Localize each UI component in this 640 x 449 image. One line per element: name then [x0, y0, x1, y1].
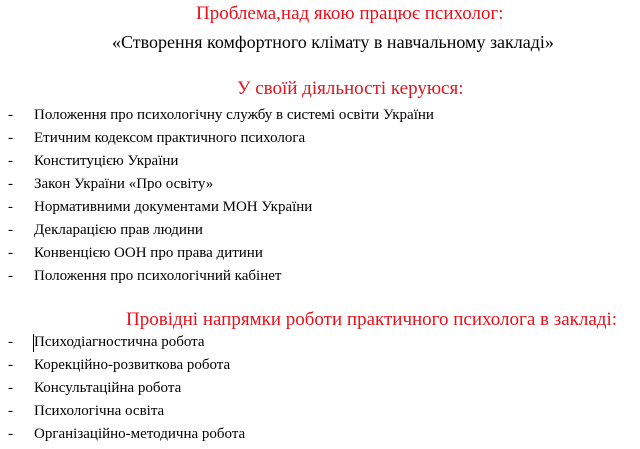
list-item-text: Організаційно-методична робота: [34, 426, 246, 442]
bullet-dash: -: [8, 107, 13, 123]
bullet-dash: -: [8, 153, 13, 169]
bullet-dash: -: [8, 222, 13, 238]
bullet-dash: -: [8, 403, 13, 419]
bullet-dash: -: [8, 334, 13, 350]
bullet-dash: -: [8, 380, 13, 396]
bullet-dash: -: [8, 357, 13, 373]
bullet-dash: -: [8, 199, 13, 215]
list-item-text: Корекційно-розвиткова робота: [34, 357, 231, 373]
list-item-text: Декларацією прав людини: [34, 222, 203, 238]
problem-heading: Проблема,над якою працює психолог:: [196, 3, 504, 24]
bullet-dash: -: [8, 268, 13, 284]
bullet-dash: -: [8, 130, 13, 146]
list-item-text: Психологічна освіта: [34, 403, 165, 419]
bullet-dash: -: [8, 176, 13, 192]
list-item-text: Положення про психологічний кабінет: [34, 268, 282, 284]
list-item-text: Нормативними документами МОН України: [34, 199, 313, 215]
list-item-text: Закон України «Про освіту»: [34, 176, 214, 192]
directions-heading: Провідні напрямки роботи практичного психолога в закладі:: [126, 309, 618, 330]
bullet-dash: -: [8, 426, 13, 442]
list-item-text: Конвенцією ООН про права дитини: [34, 245, 263, 261]
list-item-text: Положення про психологічну службу в системі освіти України: [34, 107, 434, 123]
list-item-text: Психодіагностична робота: [34, 334, 205, 350]
list-item-text: Етичним кодексом практичного психолога: [34, 130, 306, 146]
problem-topic: «Створення комфортного клімату в навчальному закладі»: [112, 32, 554, 52]
bullet-dash: -: [8, 245, 13, 261]
list-item-text: Конституцією України: [34, 153, 179, 169]
guidance-heading: У своїй діяльності керуюся:: [237, 78, 464, 99]
list-item-text: Консультаційна робота: [34, 380, 182, 396]
